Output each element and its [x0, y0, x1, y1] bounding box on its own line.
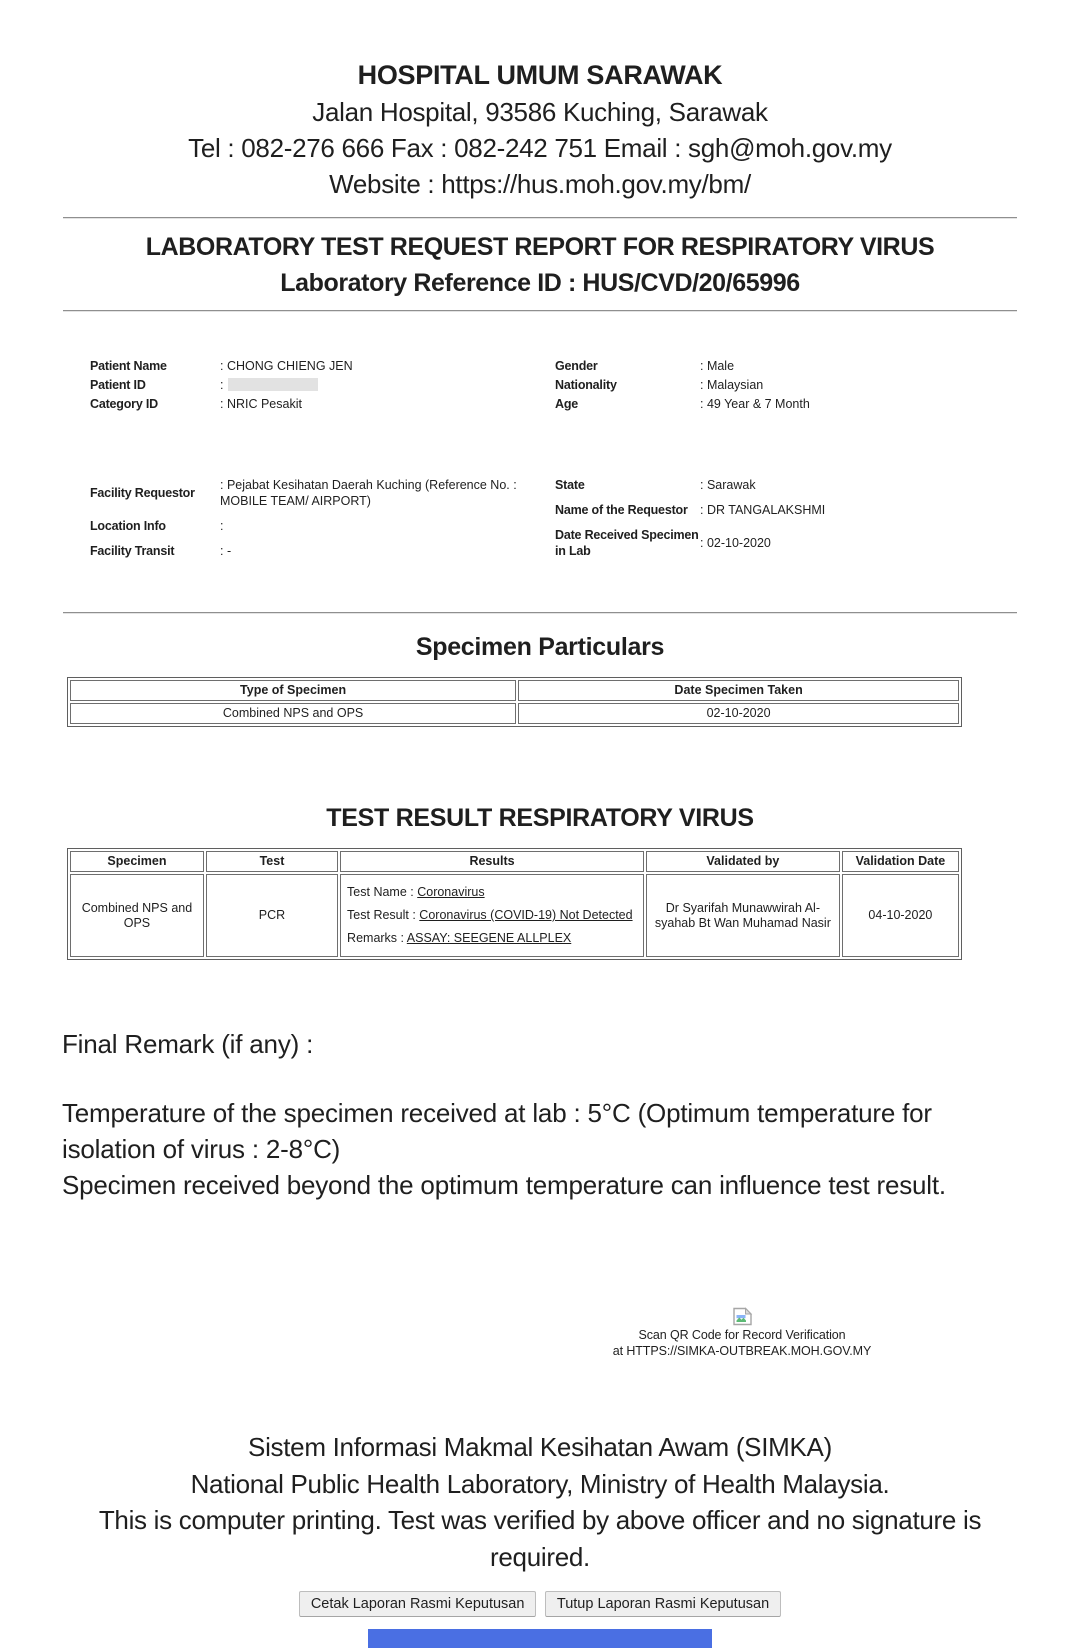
test-result-line	[347, 908, 638, 923]
footer-disclaimer-line: This is computer printing. Test was verified by above officer and no signature is required.	[98, 1505, 982, 1572]
patient-info-right-column	[555, 358, 990, 415]
specimen-particulars-heading: Specimen Particulars	[415, 633, 665, 661]
column-header-validation-date: Validation Date	[842, 851, 959, 872]
state-row	[555, 477, 990, 493]
column-header-results: Results	[340, 851, 644, 872]
patient-id-row	[90, 377, 525, 393]
gender-value: : Male	[700, 359, 735, 373]
patient-name-value: : CHONG CHIENG JEN	[220, 359, 353, 373]
age-row	[555, 396, 990, 412]
column-header-test: Test	[206, 851, 338, 872]
test-result-table	[67, 848, 962, 960]
facility-transit-label: Facility Transit	[90, 544, 175, 558]
specimen-date-cell: 02-10-2020	[518, 703, 959, 724]
specimen-particulars-table	[67, 677, 962, 727]
facility-requestor-value: : Pejabat Kesihatan Daerah Kuching (Reference No. : MOBILE TEAM/ AIRPORT)	[220, 478, 517, 508]
requestor-name-row	[555, 502, 990, 518]
bottom-bar[interactable]	[368, 1629, 712, 1648]
result-table-header-row	[70, 851, 959, 872]
test-name-value: Coronavirus	[417, 885, 485, 899]
column-header-type-of-specimen: Type of Specimen	[70, 680, 516, 701]
hospital-website: Website : https://hus.moh.gov.my/bm/	[329, 169, 751, 199]
test-result-label: Test Result :	[347, 908, 420, 922]
test-name-label: Test Name :	[347, 885, 418, 899]
hospital-contact: Tel : 082-276 666 Fax : 082-242 751 Email : sgh@moh.gov.my	[188, 133, 892, 163]
category-id-label: Category ID	[90, 397, 158, 411]
gender-label: Gender	[555, 359, 598, 373]
column-header-validated-by: Validated by	[646, 851, 840, 872]
divider	[63, 217, 1017, 219]
print-report-button[interactable]: Cetak Laporan Rasmi Keputusan	[299, 1591, 537, 1617]
qr-caption-line2: at HTTPS://SIMKA-OUTBREAK.MOH.GOV.MY	[612, 1343, 872, 1358]
broken-image-icon	[562, 1307, 922, 1326]
age-value: : 49 Year & 7 Month	[700, 397, 810, 411]
gender-row	[555, 358, 990, 374]
patient-info-left-column	[90, 358, 555, 415]
column-header-date-specimen-taken: Date Specimen Taken	[518, 680, 959, 701]
final-remark-heading: Final Remark (if any) :	[62, 1029, 314, 1059]
qr-verification-block	[562, 1307, 922, 1359]
patient-info-block	[90, 358, 990, 415]
facility-transit-value: : -	[220, 544, 232, 558]
hospital-header	[0, 0, 1080, 202]
result-specimen-cell: Combined NPS and OPS	[70, 874, 204, 957]
location-info-value: :	[220, 519, 224, 533]
patient-id-colon: :	[220, 378, 224, 392]
test-name-line	[347, 885, 638, 900]
specimen-table-header-row	[70, 680, 959, 701]
location-info-label: Location Info	[90, 519, 166, 533]
patient-name-label: Patient Name	[90, 359, 167, 373]
patient-name-row	[90, 358, 525, 374]
hospital-name: HOSPITAL UMUM SARAWAK	[357, 60, 723, 90]
report-title-block	[0, 229, 1080, 301]
hospital-address: Jalan Hospital, 93586 Kuching, Sarawak	[312, 97, 768, 127]
facility-requestor-row	[90, 477, 525, 509]
facility-transit-row	[90, 543, 525, 559]
report-footer	[60, 1429, 1020, 1575]
qr-caption-line1: Scan QR Code for Record Verification	[638, 1328, 846, 1342]
patient-id-label: Patient ID	[90, 378, 146, 392]
result-test-cell: PCR	[206, 874, 338, 957]
divider	[63, 310, 1017, 312]
result-details-cell	[340, 874, 644, 957]
validated-by-cell: Dr Syarifah Munawwirah Al-syahab Bt Wan Muhamad Nasir	[646, 874, 840, 957]
date-received-value: : 02-10-2020	[700, 536, 771, 550]
test-result-value: Coronavirus (COVID-19) Not Detected	[419, 908, 633, 922]
result-table-row	[70, 874, 959, 957]
state-value: : Sarawak	[700, 478, 756, 492]
footer-simka-line: Sistem Informasi Makmal Kesihatan Awam (SIMKA)	[248, 1432, 832, 1462]
facility-info-left-column	[90, 477, 555, 568]
category-id-row	[90, 396, 525, 412]
state-label: State	[555, 478, 585, 492]
facility-info-right-column	[555, 477, 990, 568]
requestor-name-value: : DR TANGALAKSHMI	[700, 503, 826, 517]
nationality-row	[555, 377, 990, 393]
category-id-value: : NRIC Pesakit	[220, 397, 302, 411]
final-remark-body	[62, 1095, 967, 1203]
facility-requestor-label: Facility Requestor	[90, 486, 195, 500]
nationality-value: : Malaysian	[700, 378, 764, 392]
close-report-button[interactable]: Tutup Laporan Rasmi Keputusan	[545, 1591, 781, 1617]
remark-temperature-text: Temperature of the specimen received at lab : 5°C (Optimum temperature for isolation of virus : 2-8°C)	[62, 1098, 932, 1164]
specimen-table-row	[70, 703, 959, 724]
divider	[63, 612, 1017, 614]
nationality-label: Nationality	[555, 378, 617, 392]
validation-date-cell: 04-10-2020	[842, 874, 959, 957]
column-header-specimen: Specimen	[70, 851, 204, 872]
specimen-type-cell: Combined NPS and OPS	[70, 703, 516, 724]
date-received-label: Date Received Specimen in Lab	[555, 528, 699, 558]
location-info-row	[90, 518, 525, 534]
report-title: LABORATORY TEST REQUEST REPORT FOR RESPIRATORY VIRUS	[145, 233, 935, 261]
requestor-name-label: Name of the Requestor	[555, 503, 688, 517]
report-reference-id: Laboratory Reference ID : HUS/CVD/20/65996	[280, 269, 800, 297]
remark-influence-text: Specimen received beyond the optimum temperature can influence test result.	[62, 1170, 946, 1200]
actions-bar	[0, 1591, 1080, 1617]
patient-id-redaction	[228, 378, 318, 391]
age-label: Age	[555, 397, 579, 411]
footer-laboratory-line: National Public Health Laboratory, Ministry of Health Malaysia.	[190, 1468, 890, 1499]
test-result-heading: TEST RESULT RESPIRATORY VIRUS	[326, 804, 754, 832]
facility-info-block	[90, 477, 990, 568]
patient-id-value	[220, 377, 525, 393]
remarks-label: Remarks :	[347, 931, 407, 945]
remarks-value: ASSAY: SEEGENE ALLPLEX	[406, 931, 572, 945]
remarks-line	[347, 931, 638, 946]
date-received-row	[555, 527, 990, 559]
